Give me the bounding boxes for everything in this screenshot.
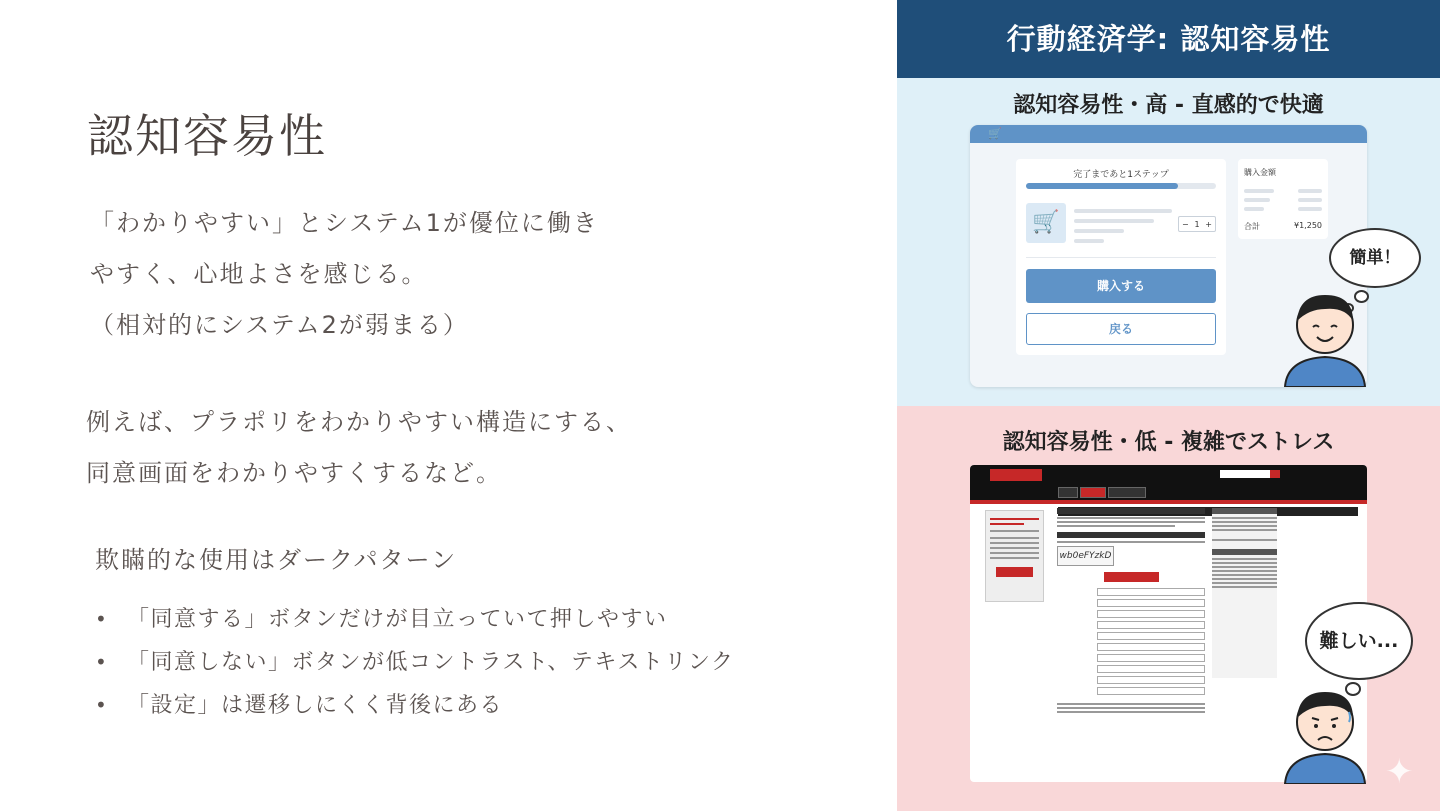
form-field[interactable] — [1097, 665, 1205, 673]
form-section-header — [1057, 508, 1205, 514]
placeholder-line — [1074, 219, 1154, 223]
form-field[interactable] — [1097, 588, 1205, 596]
complex-tab[interactable] — [1080, 487, 1106, 498]
progress-bar — [1026, 183, 1216, 189]
example-line-2: 同意画面をわかりやすくするなど。 — [86, 459, 502, 487]
step-text: 完了まであと1ステップ — [1073, 170, 1169, 180]
bullet-marker: • — [95, 607, 109, 631]
complex-nav-bar — [970, 485, 1367, 500]
form-line — [1057, 703, 1205, 705]
form-line — [1212, 562, 1277, 564]
sidebar-header — [1212, 508, 1277, 514]
form-line — [1212, 517, 1277, 519]
total-label: 合計 — [1244, 222, 1260, 231]
form-field[interactable] — [1097, 643, 1205, 651]
intro-paragraph — [90, 198, 599, 351]
complex-search-button[interactable] — [1270, 470, 1280, 478]
minus-icon[interactable]: − — [1182, 219, 1189, 229]
list-item — [95, 684, 734, 727]
checkout-card — [1016, 159, 1226, 355]
complex-right-sidebar — [1212, 508, 1277, 678]
summary-title: 購入金額 — [1244, 168, 1276, 177]
dark-pattern-list — [95, 598, 734, 727]
complex-red-stripe — [970, 500, 1367, 504]
form-line — [1212, 578, 1277, 580]
placeholder-line — [1244, 198, 1270, 202]
placeholder-line — [1244, 189, 1274, 193]
form-line — [1212, 558, 1277, 560]
worried-person-icon — [1279, 682, 1371, 784]
back-button[interactable]: 戻る — [1026, 313, 1216, 345]
illustration — [897, 0, 1440, 811]
intro-line-1: 「わかりやすい」とシステム1が優位に働き — [90, 209, 599, 237]
placeholder-line — [1244, 207, 1264, 211]
complex-logo — [990, 469, 1042, 481]
placeholder-line — [1074, 239, 1104, 243]
form-field[interactable] — [1097, 687, 1205, 695]
form-line — [1212, 566, 1277, 568]
window-title-bar — [970, 125, 1367, 143]
complex-top-bar — [970, 465, 1367, 485]
form-field[interactable] — [1097, 610, 1205, 618]
form-line — [1057, 525, 1175, 527]
form-line — [1212, 582, 1277, 584]
form-section-header — [1057, 532, 1205, 538]
complex-search-input[interactable] — [1220, 470, 1270, 478]
form-line — [1212, 570, 1277, 572]
bullet-text: 「同意する」ボタンだけが目立っていて押しやすい — [127, 607, 668, 632]
complex-main-form — [1057, 508, 1205, 715]
placeholder-line — [1074, 229, 1124, 233]
bullet-text: 「設定」は遷移しにくく背後にある — [127, 693, 504, 718]
intro-line-3: （相対的にシステム2が弱まる） — [90, 311, 469, 339]
quantity-value: 1 — [1194, 219, 1200, 229]
form-line — [1057, 711, 1205, 713]
slide-title: 認知容易性 — [87, 109, 327, 163]
hard-thought-bubble: 難しい... — [1305, 602, 1413, 680]
bullet-marker: • — [95, 650, 109, 674]
form-field[interactable] — [1097, 654, 1205, 662]
high-ease-heading: 認知容易性・高 - 直感的で快適 — [1013, 93, 1324, 118]
sparkle-icon: ✦ — [1385, 752, 1414, 792]
easy-thought-bubble: 簡単！ — [1329, 228, 1421, 288]
example-paragraph — [86, 397, 632, 499]
form-line — [1057, 517, 1205, 519]
placeholder-line — [1298, 207, 1322, 211]
low-ease-heading: 認知容易性・低 - 複雑でストレス — [1002, 430, 1335, 455]
illustration-banner: 行動経済学: 認知容易性 — [897, 0, 1440, 78]
buy-button[interactable]: 購入する — [1026, 269, 1216, 303]
form-line — [1057, 521, 1205, 523]
form-line — [1212, 574, 1277, 576]
plus-icon[interactable]: + — [1205, 219, 1212, 229]
form-field[interactable] — [1097, 621, 1205, 629]
placeholder-line — [1298, 198, 1322, 202]
form-line — [1057, 707, 1205, 709]
happy-person-icon — [1279, 285, 1371, 387]
complex-left-notice — [985, 510, 1044, 602]
sidebar-header — [1212, 549, 1277, 555]
cart-icon: 🛒 — [1026, 203, 1066, 243]
bullet-text: 「同意しない」ボタンが低コントラスト、テキストリンク — [127, 650, 735, 675]
intro-line-2: やすく、心地よさを感じる。 — [90, 260, 428, 288]
notice-lines — [986, 511, 1043, 589]
list-item — [95, 641, 734, 684]
quantity-stepper[interactable] — [1178, 216, 1216, 232]
divider — [1026, 257, 1216, 258]
captcha-image: wb0eFYzkD — [1057, 546, 1114, 566]
form-field[interactable] — [1097, 632, 1205, 640]
progress-fill — [1026, 183, 1178, 189]
bullet-marker: • — [95, 693, 109, 717]
captcha-submit-button[interactable] — [1104, 572, 1159, 582]
form-line — [1212, 525, 1277, 527]
form-line — [1212, 521, 1277, 523]
example-line-1: 例えば、プラポリをわかりやすい構造にする、 — [86, 408, 632, 436]
form-field[interactable] — [1097, 676, 1205, 684]
form-line — [1212, 529, 1277, 531]
total-amount: ¥1,250 — [1294, 221, 1322, 230]
form-line — [1212, 539, 1277, 541]
dark-pattern-heading: 欺瞞的な使用はダークパターン — [95, 546, 458, 574]
placeholder-line — [1298, 189, 1322, 193]
complex-tab[interactable] — [1108, 487, 1146, 498]
cart-icon: 🛒 — [988, 127, 1002, 140]
form-field[interactable] — [1097, 599, 1205, 607]
form-line — [1212, 586, 1277, 588]
list-item — [95, 598, 734, 641]
complex-tab[interactable] — [1058, 487, 1078, 498]
placeholder-line — [1074, 209, 1172, 213]
order-summary-card — [1238, 159, 1328, 239]
form-line — [1057, 541, 1205, 543]
